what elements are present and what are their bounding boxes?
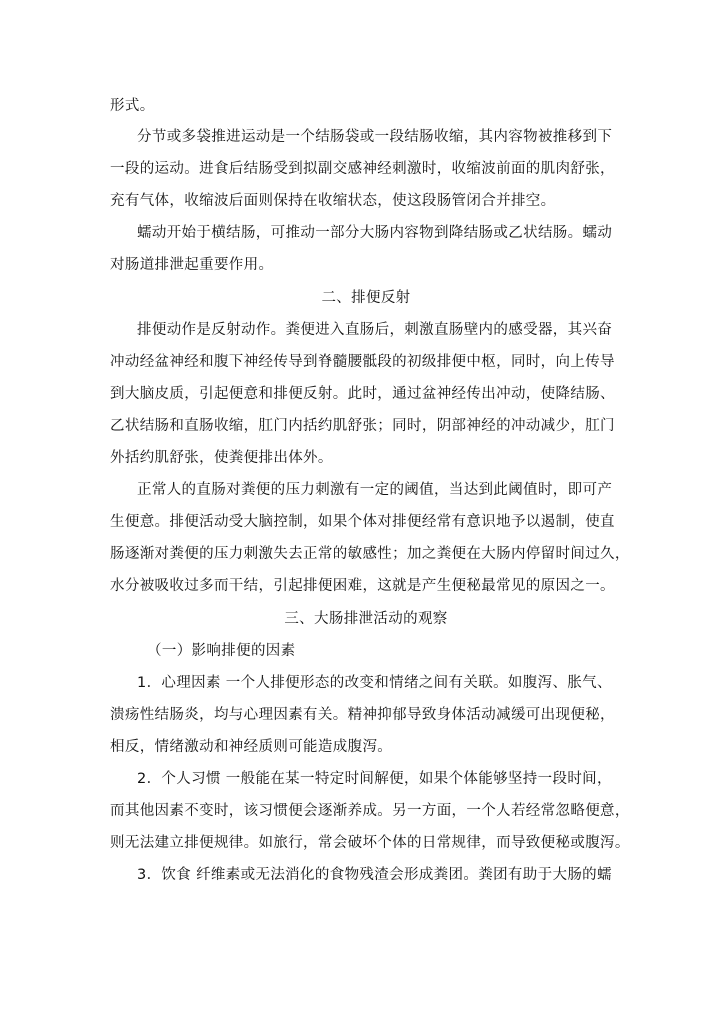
text-line-2: 分节或多袋推进运动是一个结肠袋或一段结肠收缩，其内容物被推移到下: [137, 129, 613, 145]
text-line-24: 则无法建立排便规律。如旅行，常会破坏个体的日常规律，而导致便秘或腹泻。: [110, 835, 630, 851]
text-line-9: 冲动经盆神经和腹下神经传导到脊髓腰骶段的初级排便中枢，同时，向上传导: [110, 354, 615, 370]
text-line-1: 形式。: [110, 98, 155, 114]
text-line-25: 3．饮食 纤维素或无法消化的食物残渣会形成粪团。粪团有助于大肠的蠕: [137, 867, 612, 883]
text-line-23: 而其他因素不变时，该习惯便会逐渐养成。另一方面，一个人若经常忽略便意，: [110, 803, 630, 819]
text-line-8: 排便动作是反射动作。粪便进入直肠后，刺激直肠壁内的感受器，其兴奋: [137, 322, 613, 338]
section-heading-2: 二、排便反射: [321, 290, 411, 306]
text-line-22: 2．个人习惯 一般能在某一特定时间解便，如果个体能够坚持一段时间，: [137, 771, 612, 787]
text-line-14: 生便意。排便活动受大脑控制，如果个体对排便经常有意识地予以遏制，使直: [110, 514, 615, 530]
text-line-3: 一段的运动。进食后结肠受到拟副交感神经刺激时，收缩波前面的肌肉舒张，: [110, 161, 615, 177]
text-line-20: 溃疡性结肠炎，均与心理因素有关。精神抑郁导致身体活动减缓可出现便秘，: [110, 707, 615, 723]
text-line-5: 蠕动开始于横结肠，可推动一部分大肠内容物到降结肠或乙状结肠。蠕动: [137, 225, 613, 241]
section-heading-3: 三、大肠排泄活动的观察: [284, 611, 448, 627]
text-line-10: 到大脑皮质，引起便意和排便反射。此时，通过盆神经传出冲动，使降结肠、: [110, 386, 615, 402]
text-line-13: 正常人的直肠对粪便的压力刺激有一定的阈值，当达到此阈值时，即可产: [137, 482, 613, 498]
text-line-21: 相反，情绪激动和神经质则可能造成腹泻。: [110, 739, 393, 755]
text-line-11: 乙状结肠和直肠收缩，肛门内括约肌舒张；同时，阴部神经的冲动减少，肛门: [110, 418, 615, 434]
text-line-15: 肠逐渐对粪便的压力刺激失去正常的敏感性；加之粪便在大肠内停留时间过久，: [110, 546, 630, 562]
text-line-12: 外括约肌舒张，使粪便排出体外。: [110, 450, 333, 466]
subsection-heading-1: （一）影响排便的因素: [147, 643, 296, 659]
text-line-6: 对肠道排泄起重要作用。: [110, 257, 274, 273]
text-line-19: 1．心理因素 一个人排便形态的改变和情绪之间有关联。如腹泻、胀气、: [137, 675, 612, 691]
text-line-16: 水分被吸收过多而干结，引起排便困难，这就是产生便秘最常见的原因之一。: [110, 578, 615, 594]
text-line-4: 充有气体，收缩波后面则保持在收缩状态，使这段肠管闭合并排空。: [110, 193, 556, 209]
